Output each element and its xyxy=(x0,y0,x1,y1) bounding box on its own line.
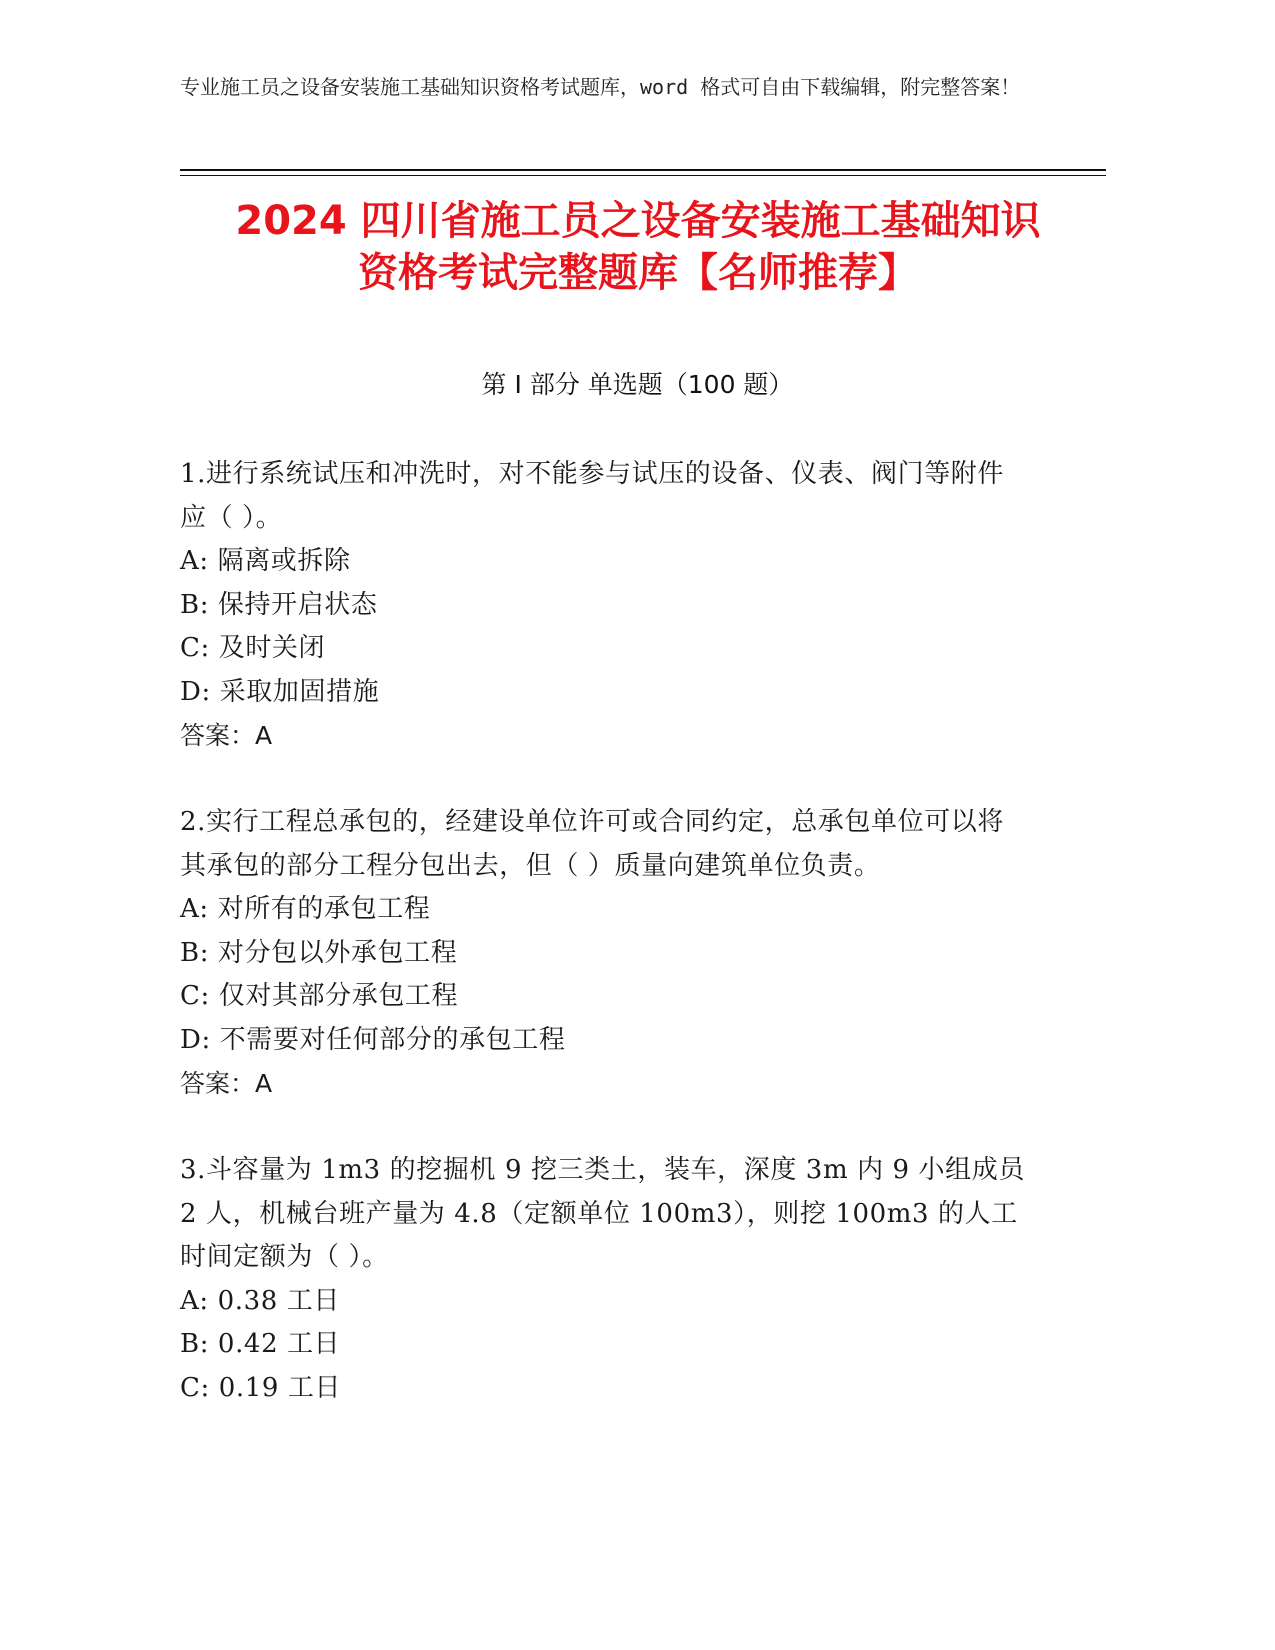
question-list xyxy=(180,453,1030,1410)
option-a: A: 0.38 工日 xyxy=(180,1285,340,1316)
question-2 xyxy=(180,801,1030,1106)
question-3 xyxy=(180,1149,1030,1410)
question-text: 2.实行工程总承包的，经建设单位许可或合同约定，总承包单位可以将其承包的部分工程分包出去，但（ ）质量向建筑单位负责。 xyxy=(180,807,1005,881)
option-c: C: 仅对其部分承包工程 xyxy=(180,981,459,1011)
question-text: 1.进行系统试压和冲洗时，对不能参与试压的设备、仪表、阀门等附件应（ ）。 xyxy=(180,459,1005,533)
header-divider-thin xyxy=(180,175,1106,176)
option-b: B: 保持开启状态 xyxy=(180,589,378,620)
option-a: A: 对所有的承包工程 xyxy=(180,894,431,924)
document-title xyxy=(150,195,1126,299)
option-b: B: 0.42 工日 xyxy=(180,1329,341,1359)
question-1 xyxy=(180,453,1030,758)
document-title-line-2: 资格考试完整题库【名师推荐】 xyxy=(358,250,918,296)
document-title-line-1: 2024 四川省施工员之设备安装施工基础知识 xyxy=(235,198,1041,244)
answer: 答案：A xyxy=(180,721,273,750)
option-c: C: 0.19 工日 xyxy=(180,1372,342,1403)
header-divider-thick xyxy=(180,169,1106,171)
option-d: D: 采取加固措施 xyxy=(180,676,380,707)
section-title: 第 I 部分 单选题（100 题） xyxy=(481,370,794,399)
option-a: A: 隔离或拆除 xyxy=(180,546,351,576)
option-d: D: 不需要对任何部分的承包工程 xyxy=(180,1024,566,1055)
option-b: B: 对分包以外承包工程 xyxy=(180,937,458,968)
option-c: C: 及时关闭 xyxy=(180,633,326,663)
question-text: 3.斗容量为 1m3 的挖掘机 9 挖三类土，装车，深度 3m 内 9 小组成员 2 人，机械台班产量为 4.8（定额单位 100m3），则挖 100m3 的人工时间定额为（ ）。 xyxy=(180,1155,1025,1272)
header-note: 专业施工员之设备安装施工基础知识资格考试题库，word 格式可自由下载编辑，附完整答案！ xyxy=(180,75,1021,99)
answer: 答案：A xyxy=(180,1069,273,1098)
